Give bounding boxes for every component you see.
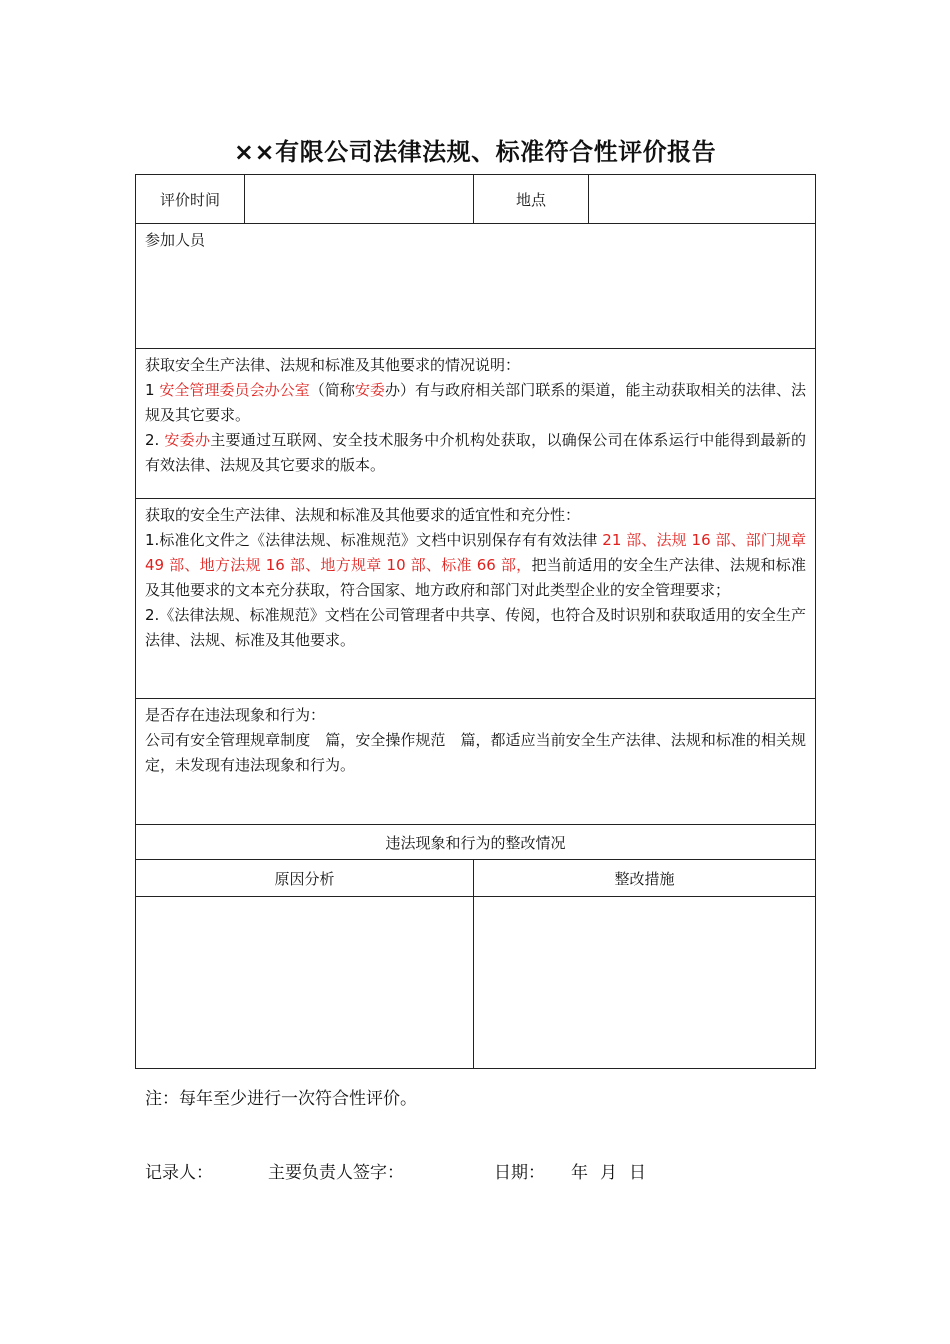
participants-field[interactable] — [136, 224, 816, 349]
header-row — [136, 175, 816, 224]
date-day-label: 日 — [629, 1163, 646, 1183]
rectification-body-row — [136, 897, 816, 1069]
org-name-highlight: 安全管理委员会办公室 — [159, 381, 310, 399]
violation-text: 公司有安全管理规章制度 篇，安全操作规范 篇，都适应当前安全生产法律、法规和标准的相关规定，未发现有违法现象和行为。 — [145, 731, 806, 774]
rectification-title: 违法现象和行为的整改情况 — [136, 825, 816, 860]
rectification-measures-header: 整改措施 — [474, 860, 816, 897]
rectification-measures-field[interactable] — [474, 897, 816, 1069]
suitability-heading: 获取的安全生产法律、法规和标准及其他要求的适宜性和充分性： — [145, 506, 581, 524]
participants-row — [136, 224, 816, 349]
suitability-row — [136, 499, 816, 699]
acquisition-row — [136, 349, 816, 499]
eval-time-field[interactable] — [245, 175, 474, 224]
acquisition-item-1: 1 安全管理委员会办公室（简称安委办）有与政府相关部门联系的渠道，能主动获取相关的法律、法规及其它要求。 — [145, 381, 806, 424]
suitability-section — [136, 499, 816, 699]
date-month-label: 月 — [600, 1163, 617, 1183]
evaluation-form-table — [135, 174, 816, 1069]
date-label: 日期： — [494, 1163, 545, 1183]
regulation-counts-highlight: 21 部、法规 16 部、部门规章 49 部、地方法规 16 部、地方规章 10 部、标准 66 部， — [145, 531, 806, 574]
cause-analysis-field[interactable] — [136, 897, 474, 1069]
acquisition-heading: 获取安全生产法律、法规和标准及其他要求的情况说明： — [145, 356, 521, 374]
eval-time-label: 评价时间 — [136, 175, 245, 224]
cause-analysis-header: 原因分析 — [136, 860, 474, 897]
leader-signature-label: 主要负责人签字： — [268, 1163, 404, 1183]
abbr-highlight: 安委 — [354, 381, 385, 399]
rectification-title-row — [136, 825, 816, 860]
date-year-label: 年 — [571, 1163, 588, 1183]
footnote: 注：每年至少进行一次符合性评价。 — [145, 1089, 417, 1109]
recorder-label: 记录人： — [145, 1163, 213, 1183]
location-label: 地点 — [474, 175, 589, 224]
violation-section — [136, 699, 816, 825]
rectification-header-row — [136, 860, 816, 897]
participants-label: 参加人员 — [145, 231, 206, 249]
suitability-item-2: 2.《法律法规、标准规范》文档在公司管理者中共享、传阅，也符合及时识别和获取适用的安全生产法律、法规、标准及其他要求。 — [145, 606, 806, 649]
abbr-highlight-2: 安委办 — [164, 431, 211, 449]
suitability-item-1: 1.标准化文件之《法律法规、标准规范》文档中识别保存有有效法律 21 部、法规 16 部、部门规章 49 部、地方法规 16 部、地方规章 10 部、标准 66 部，把当前适用的安全生产法律、法规和标准及其他要求的文本充分获取，符合国家、地方政府和部门对此类型企业的安全管理要求； — [145, 531, 806, 599]
acquisition-section — [136, 349, 816, 499]
violation-row — [136, 699, 816, 825]
acquisition-item-2: 2. 安委办主要通过互联网、安全技术服务中介机构处获取，以确保公司在体系运行中能得到最新的有效法律、法规及其它要求的版本。 — [145, 431, 806, 474]
location-field[interactable] — [589, 175, 816, 224]
page-title: ××有限公司法律法规、标准符合性评价报告 — [233, 138, 717, 166]
violation-heading: 是否存在违法现象和行为： — [145, 706, 326, 724]
